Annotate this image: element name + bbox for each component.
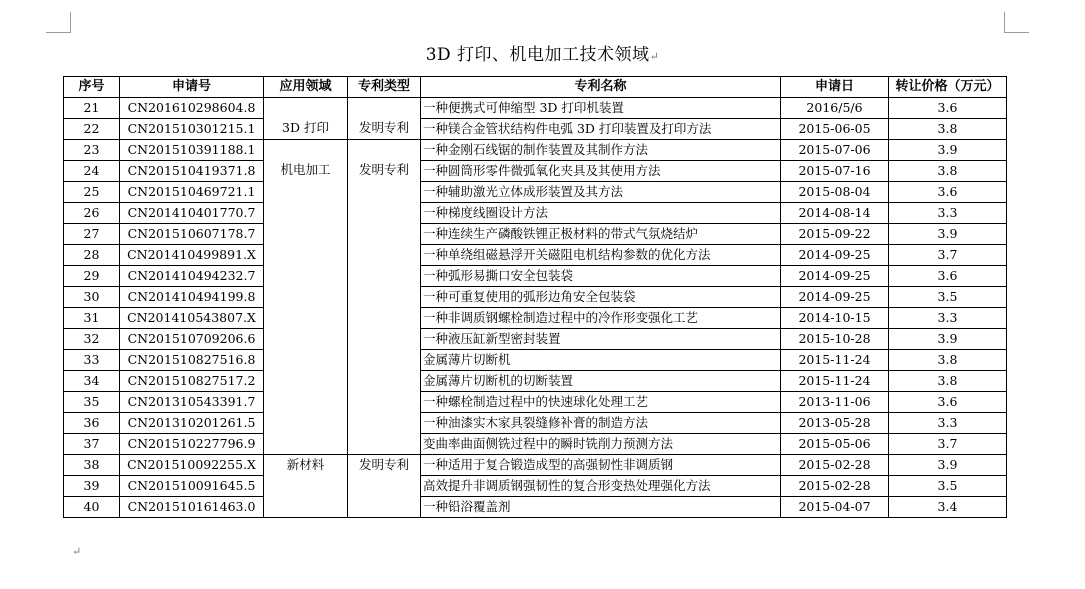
cell-app-no: CN201510827517.2 bbox=[120, 371, 264, 392]
cell-no: 36 bbox=[64, 413, 120, 434]
cell-name: 一种油漆实木家具裂缝修补膏的制造方法 bbox=[421, 413, 781, 434]
cell-no: 23 bbox=[64, 140, 120, 161]
table-row bbox=[64, 413, 1007, 434]
cell-price: 3.6 bbox=[889, 392, 1007, 413]
cell-name: 一种铅浴覆盖剂 bbox=[421, 497, 781, 518]
table-row bbox=[64, 350, 1007, 371]
field-label: 机电加工 bbox=[280, 162, 331, 177]
table-row bbox=[64, 98, 1007, 119]
field-label: 3D 打印 bbox=[282, 120, 329, 135]
table-header-row bbox=[64, 77, 1007, 98]
cell-no: 37 bbox=[64, 434, 120, 455]
cell-no: 22 bbox=[64, 119, 120, 140]
cell-date: 2015-10-28 bbox=[781, 329, 889, 350]
table-row bbox=[64, 266, 1007, 287]
header-date: 申请日 bbox=[781, 77, 889, 98]
cell-date: 2014-08-14 bbox=[781, 203, 889, 224]
header-type: 专利类型 bbox=[348, 77, 421, 98]
table-row bbox=[64, 455, 1007, 476]
cell-date: 2015-08-04 bbox=[781, 182, 889, 203]
cell-no: 28 bbox=[64, 245, 120, 266]
type-label: 发明专利 bbox=[358, 120, 409, 135]
cell-no: 35 bbox=[64, 392, 120, 413]
table-row bbox=[64, 434, 1007, 455]
table-row bbox=[64, 476, 1007, 497]
cell-name: 金属薄片切断机 bbox=[421, 350, 781, 371]
cell-date: 2016/5/6 bbox=[781, 98, 889, 119]
cell-name: 金属薄片切断机的切断装置 bbox=[421, 371, 781, 392]
cell-no: 31 bbox=[64, 308, 120, 329]
table-row bbox=[64, 392, 1007, 413]
table-row bbox=[64, 308, 1007, 329]
cell-no: 24 bbox=[64, 161, 120, 182]
cell-name: 一种弧形易撕口安全包装袋 bbox=[421, 266, 781, 287]
cell-no: 25 bbox=[64, 182, 120, 203]
page-corner-mark-top-right bbox=[1004, 12, 1029, 33]
field-label: 新材料 bbox=[286, 457, 325, 472]
cell-price: 3.8 bbox=[889, 161, 1007, 182]
cell-app-no: CN201410494199.8 bbox=[120, 287, 264, 308]
cell-price: 3.3 bbox=[889, 308, 1007, 329]
table-row bbox=[64, 497, 1007, 518]
cell-no: 34 bbox=[64, 371, 120, 392]
cell-name: 一种单绕组磁悬浮开关磁阻电机结构参数的优化方法 bbox=[421, 245, 781, 266]
cell-name: 高效提升非调质钢强韧性的复合形变热处理强化方法 bbox=[421, 476, 781, 497]
cell-price: 3.9 bbox=[889, 329, 1007, 350]
cell-name: 一种便携式可伸缩型 3D 打印机装置 bbox=[421, 98, 781, 119]
cell-date: 2014-10-15 bbox=[781, 308, 889, 329]
cell-price: 3.9 bbox=[889, 224, 1007, 245]
cell-date: 2014-09-25 bbox=[781, 287, 889, 308]
end-paragraph-mark: ↵ bbox=[72, 545, 82, 558]
cell-app-no: CN201510391188.1 bbox=[120, 140, 264, 161]
cell-type-group bbox=[348, 140, 421, 455]
cell-price: 3.9 bbox=[889, 455, 1007, 476]
cell-field-group bbox=[264, 98, 348, 140]
table-row bbox=[64, 329, 1007, 350]
cell-price: 3.5 bbox=[889, 476, 1007, 497]
header-no: 序号 bbox=[64, 77, 120, 98]
table-row bbox=[64, 182, 1007, 203]
cell-name: 一种金刚石线锯的制作装置及其制作方法 bbox=[421, 140, 781, 161]
cell-date: 2015-07-06 bbox=[781, 140, 889, 161]
cell-name: 一种辅助激光立体成形装置及其方法 bbox=[421, 182, 781, 203]
cell-name: 一种连续生产磷酸铁锂正极材料的带式气氛烧结炉 bbox=[421, 224, 781, 245]
cell-price: 3.8 bbox=[889, 350, 1007, 371]
cell-app-no: CN201410401770.7 bbox=[120, 203, 264, 224]
cell-price: 3.5 bbox=[889, 287, 1007, 308]
cell-price: 3.3 bbox=[889, 203, 1007, 224]
cell-name: 变曲率曲面侧铣过程中的瞬时铣削力预测方法 bbox=[421, 434, 781, 455]
header-field: 应用领域 bbox=[264, 77, 348, 98]
cell-app-no: CN201510709206.6 bbox=[120, 329, 264, 350]
cell-field-group bbox=[264, 140, 348, 455]
cell-app-no: CN201410499891.X bbox=[120, 245, 264, 266]
cell-no: 26 bbox=[64, 203, 120, 224]
cell-name: 一种镁合金管状结构件电弧 3D 打印装置及打印方法 bbox=[421, 119, 781, 140]
table-row bbox=[64, 245, 1007, 266]
cell-app-no: CN201510091645.5 bbox=[120, 476, 264, 497]
page-corner-mark-top-left bbox=[46, 12, 71, 33]
cell-price: 3.6 bbox=[889, 182, 1007, 203]
header-price: 转让价格（万元） bbox=[889, 77, 1007, 98]
cell-date: 2014-09-25 bbox=[781, 266, 889, 287]
type-label: 发明专利 bbox=[358, 162, 409, 177]
cell-field-group bbox=[264, 455, 348, 518]
paragraph-mark: ↵ bbox=[649, 50, 660, 63]
cell-no: 29 bbox=[64, 266, 120, 287]
type-label: 发明专利 bbox=[358, 457, 409, 472]
cell-no: 38 bbox=[64, 455, 120, 476]
cell-app-no: CN201510161463.0 bbox=[120, 497, 264, 518]
cell-app-no: CN201510607178.7 bbox=[120, 224, 264, 245]
cell-price: 3.9 bbox=[889, 140, 1007, 161]
cell-price: 3.7 bbox=[889, 245, 1007, 266]
cell-app-no: CN201510419371.8 bbox=[120, 161, 264, 182]
cell-name: 一种梯度线圈设计方法 bbox=[421, 203, 781, 224]
cell-date: 2015-11-24 bbox=[781, 350, 889, 371]
table-row bbox=[64, 203, 1007, 224]
cell-name: 一种适用于复合锻造成型的高强韧性非调质钢 bbox=[421, 455, 781, 476]
cell-price: 3.6 bbox=[889, 98, 1007, 119]
table-row bbox=[64, 224, 1007, 245]
cell-price: 3.6 bbox=[889, 266, 1007, 287]
cell-app-no: CN201510827516.8 bbox=[120, 350, 264, 371]
title-text: 3D 打印、机电加工技术领域 bbox=[425, 45, 650, 65]
patent-table bbox=[63, 76, 1007, 518]
cell-date: 2015-06-05 bbox=[781, 119, 889, 140]
cell-price: 3.3 bbox=[889, 413, 1007, 434]
cell-price: 3.7 bbox=[889, 434, 1007, 455]
cell-price: 3.4 bbox=[889, 497, 1007, 518]
cell-no: 21 bbox=[64, 98, 120, 119]
cell-app-no: CN201410543807.X bbox=[120, 308, 264, 329]
cell-app-no: CN201310201261.5 bbox=[120, 413, 264, 434]
cell-no: 40 bbox=[64, 497, 120, 518]
cell-name: 一种圆筒形零件微弧氧化夹具及其使用方法 bbox=[421, 161, 781, 182]
cell-app-no: CN201610298604.8 bbox=[120, 98, 264, 119]
cell-no: 39 bbox=[64, 476, 120, 497]
cell-date: 2015-02-28 bbox=[781, 476, 889, 497]
cell-no: 30 bbox=[64, 287, 120, 308]
cell-app-no: CN201510301215.1 bbox=[120, 119, 264, 140]
cell-app-no: CN201510092255.X bbox=[120, 455, 264, 476]
table-row bbox=[64, 371, 1007, 392]
cell-no: 32 bbox=[64, 329, 120, 350]
cell-app-no: CN201410494232.7 bbox=[120, 266, 264, 287]
table-row bbox=[64, 287, 1007, 308]
cell-date: 2013-05-28 bbox=[781, 413, 889, 434]
cell-no: 33 bbox=[64, 350, 120, 371]
cell-name: 一种螺栓制造过程中的快速球化处理工艺 bbox=[421, 392, 781, 413]
cell-date: 2015-02-28 bbox=[781, 455, 889, 476]
cell-type-group bbox=[348, 98, 421, 140]
cell-name: 一种非调质钢螺栓制造过程中的冷作形变强化工艺 bbox=[421, 308, 781, 329]
cell-name: 一种可重复使用的弧形边角安全包装袋 bbox=[421, 287, 781, 308]
cell-type-group bbox=[348, 455, 421, 518]
cell-price: 3.8 bbox=[889, 119, 1007, 140]
cell-date: 2013-11-06 bbox=[781, 392, 889, 413]
table-row bbox=[64, 140, 1007, 161]
header-name: 专利名称 bbox=[421, 77, 781, 98]
table-row bbox=[64, 119, 1007, 140]
table-row bbox=[64, 161, 1007, 182]
cell-date: 2015-04-07 bbox=[781, 497, 889, 518]
cell-date: 2015-09-22 bbox=[781, 224, 889, 245]
cell-app-no: CN201310543391.7 bbox=[120, 392, 264, 413]
cell-date: 2014-09-25 bbox=[781, 245, 889, 266]
cell-date: 2015-05-06 bbox=[781, 434, 889, 455]
header-app-no: 申请号 bbox=[120, 77, 264, 98]
cell-no: 27 bbox=[64, 224, 120, 245]
document-title bbox=[0, 44, 1085, 68]
cell-date: 2015-11-24 bbox=[781, 371, 889, 392]
cell-app-no: CN201510469721.1 bbox=[120, 182, 264, 203]
cell-price: 3.8 bbox=[889, 371, 1007, 392]
cell-name: 一种液压缸新型密封装置 bbox=[421, 329, 781, 350]
cell-app-no: CN201510227796.9 bbox=[120, 434, 264, 455]
cell-date: 2015-07-16 bbox=[781, 161, 889, 182]
